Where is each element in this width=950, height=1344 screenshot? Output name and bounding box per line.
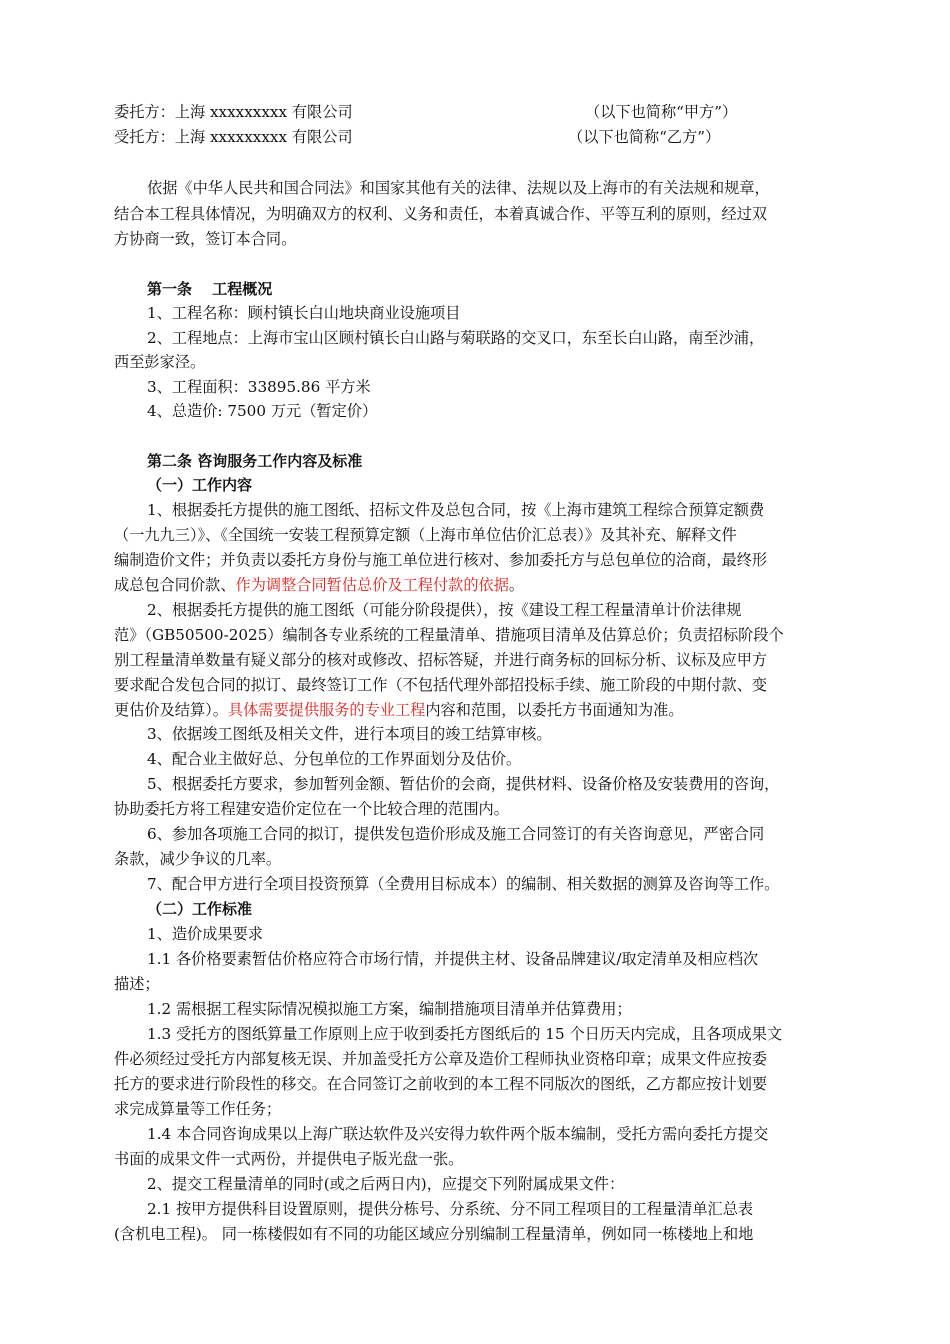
article-2-heading: 第二条 咨询服务工作内容及标准 [147,452,363,470]
standard-1-4-line: 1.4 本合同咨询成果以上海广联达软件及兴安得力软件两个版本编制，受托方需向委托方提交 [147,1125,769,1143]
highlighted-text: 具体需要提供服务的专业工程 [227,701,426,719]
work-item-5-line: 5、根据委托方要求，参加暂列金额、暂估价的会商，提供材料、设备价格及安装费用的咨询， [147,775,780,793]
work-item-1-text: 。 [508,576,525,594]
work-item-2-line [114,700,684,720]
article-1-item: 4、总造价: 7500 万元（暂定价） [147,402,378,420]
article-1-item: 西至彭家泾。 [114,353,206,371]
work-item-2-text: 更估价及结算）。 [114,701,228,719]
standard-2-1-line: (含机电工程)。 同一栋楼假如有不同的功能区域应分别编制工程量清单，例如同一栋楼地上和地 [114,1225,754,1243]
standard-2: 2、提交工程量清单的同时(或之后两日内)，应提交下列附属成果文件： [147,1175,625,1193]
work-item-2-text: 内容和范围，以委托方书面通知为准。 [425,701,684,719]
section-work-content-heading: （一）工作内容 [147,476,253,494]
work-item-5-line: 协助委托方将工程建安造价定位在一个比较合理的范围内。 [114,800,509,818]
standard-1-1-line: 1.1 各价格要素暂估价格应符合市场行情，并提供主材、设备品牌建议/取定清单及相应档次 [147,950,759,968]
standard-1-1-line: 描述； [114,975,160,993]
work-item-1-line: （一九九三）》、《全国统一安装工程预算定额（上海市单位估价汇总表）》及其补充、解释文件 [114,526,737,544]
work-item-6-line: 条款，减少争议的几率。 [114,850,282,868]
standard-1-2: 1.2 需根据工程实际情况模拟施工方案，编制措施项目清单并估算费用； [147,1000,632,1018]
work-item-1-line: 编制造价文件；并负责以委托方身份与施工单位进行核对、参加委托方与总包单位的洽商，最终形 [114,551,768,569]
contractor-party-line: 受托方：上海 xxxxxxxxx 有限公司 [114,128,353,146]
preamble-line: 方协商一致，签订本合同。 [114,230,297,248]
contractor-alias: （以下也简称“乙方”） [568,128,721,146]
work-item-1-line [114,575,524,595]
standard-1-3-line: 托方的要求进行阶段性的移交。在合同签订之前收到的本工程不同版次的图纸，乙方都应按计划要 [114,1075,768,1093]
preamble-line: 依据《中华人民共和国合同法》和国家其他有关的法律、法规以及上海市的有关法规和规章， [147,179,770,197]
standard-1: 1、造价成果要求 [147,925,263,943]
work-item-7: 7、配合甲方进行全项目投资预算（全费用目标成本）的编制、相关数据的测算及咨询等工作。 [147,875,780,893]
article-1-heading: 第一条 工程概况 [147,280,273,298]
work-item-2-line: 范》（GB50500-2025）编制各专业系统的工程量清单、措施项目清单及估算总价；负责招标阶段个 [114,626,784,644]
preamble-line: 结合本工程具体情况，为明确双方的权利、义务和责任，本着真诚合作、平等互利的原则，经过双 [114,205,768,223]
highlighted-text: 作为调整合同暂估总价及工程付款的依据 [235,576,509,594]
work-item-2-line: 2、根据委托方提供的施工图纸（可能分阶段提供），按《建设工程工程量清单计价法律规 [147,601,742,619]
article-1-item: 3、工程面积：33895.86 平方米 [147,378,371,396]
work-item-4: 4、配合业主做好总、分包单位的工作界面划分及估价。 [147,750,522,768]
work-item-6-line: 6、参加各项施工合同的拟订，提供发包造价形成及施工合同签订的有关咨询意见，严密合同 [147,825,765,843]
standard-1-4-line: 书面的成果文件一式两份，并提供电子版光盘一张。 [114,1150,464,1168]
article-1-item: 2、工程地点：上海市宝山区顾村镇长白山路与菊联路的交叉口，东至长白山路，南至沙浦， [147,329,765,347]
client-alias: （以下也简称“甲方”） [585,103,738,121]
work-item-1-text: 成总包合同价款、 [114,576,236,594]
standard-2-1-line: 2.1 按甲方提供科目设置原则，提供分栋号、分系统、分不同工程项目的工程量清单汇总表 [147,1200,754,1218]
work-item-3: 3、依据竣工图纸及相关文件，进行本项目的竣工结算审核。 [147,725,552,743]
client-party-line: 委托方：上海 xxxxxxxxx 有限公司 [114,103,353,121]
section-work-standard-heading: （二）工作标准 [147,900,253,918]
work-item-2-line: 要求配合发包合同的拟订、最终签订工作（不包括代理外部招投标手续、施工阶段的中期付款、变 [114,676,768,694]
standard-1-3-line: 1.3 受托方的图纸算量工作原则上应于收到委托方图纸后的 15 个日历天内完成，且各项成果文 [147,1025,783,1043]
standard-1-3-line: 求完成算量等工作任务； [114,1100,282,1118]
article-1-item: 1、工程名称：顾村镇长白山地块商业设施项目 [147,304,461,322]
work-item-1-line: 1、根据委托方提供的施工图纸、招标文件及总包合同，按《上海市建筑工程综合预算定额费 [147,501,765,519]
work-item-2-line: 别工程量清单数量有疑义部分的核对或修改、招标答疑，并进行商务标的回标分析、议标及应甲方 [114,651,768,669]
standard-1-3-line: 件必须经过受托方内部复核无误、并加盖受托方公章及造价工程师执业资格印章；成果文件应按委 [114,1050,768,1068]
